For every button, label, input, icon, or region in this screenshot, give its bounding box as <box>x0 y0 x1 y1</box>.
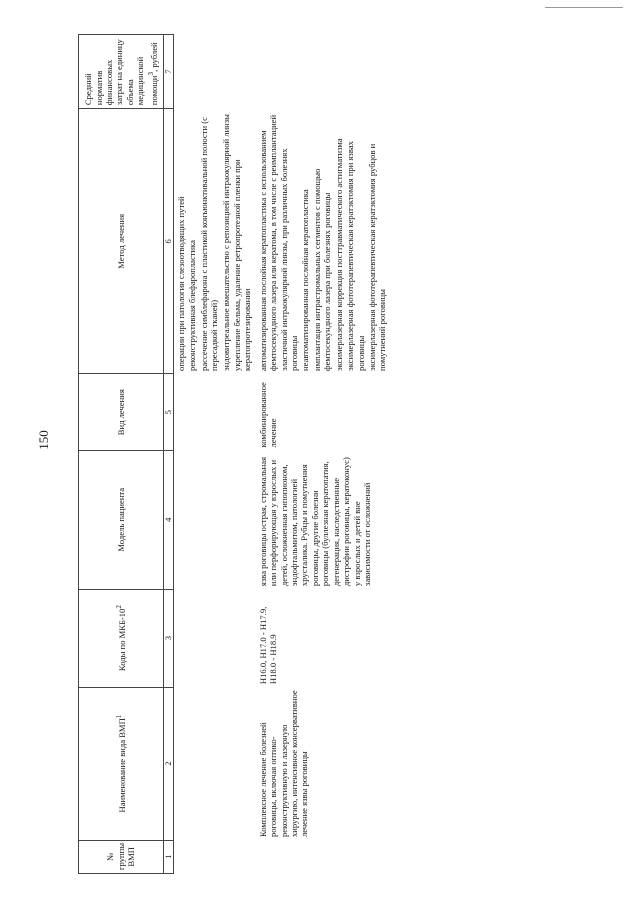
header-row <box>79 35 164 874</box>
header-cost <box>79 35 164 109</box>
method-item: автоматизированная послойная кератопластика с использованием фемтосекундного лазера или кератома, в том числе с реимплантацией эластичной интраокулярной линзы, при различных болезнях роговицы <box>257 114 300 371</box>
method-item: реконструктивная блефаропластика <box>187 240 198 371</box>
method-item: неавтоматизированная послойная кератопластика <box>300 189 311 371</box>
header-cost-text: Средний норматив финансовых затрат на единицу объема медицинской помощи <box>83 39 159 106</box>
type-cell-cont <box>174 374 256 450</box>
header-cost-tail: , рублей <box>148 42 159 72</box>
header-icd-codes-text: Коды по МКБ-10 <box>117 608 128 672</box>
group-cell-cont <box>174 840 256 873</box>
footnote-3: 3 <box>146 71 155 76</box>
cost-cell <box>256 35 391 109</box>
header-treatment-type <box>79 374 164 450</box>
method-item: эксимерлазерная фототерапевтическая кератэктомия при язвах роговицы <box>345 141 366 371</box>
vmp-name-cell: Комплексное лечение болезней роговицы, включая оптико-реконструктивную и лазерную хирургию, интенсивное консервативное лечение язвы роговицы <box>257 690 310 838</box>
column-number: 2 <box>164 687 174 840</box>
page-number: 150 <box>36 430 51 450</box>
method-item: рассечение симблефарона с пластикой конъюнктивальной полости (с пересадкой тканей) <box>198 117 220 371</box>
header-patient-model <box>79 450 164 589</box>
column-number: 5 <box>164 374 174 450</box>
continuation-row <box>174 35 256 874</box>
footnote-1: 1 <box>115 714 124 719</box>
header-group-number <box>79 840 164 873</box>
method-item: операции при патологии слезоотводящих путей <box>176 196 186 371</box>
treatment-method-cell <box>256 109 391 374</box>
name-cell-cont <box>174 687 256 840</box>
vmp-table <box>78 34 391 874</box>
patient-model-cell: язва роговицы острая, стромальная или перфорирующая у взрослых и детей, осложненная гипопионом, эндофтальмитом, патологией хрусталика. Рубцы и помутнения роговицы, другие болезни роговицы (буллезная кератопатия, дегенерация, наследственные дистрофии роговицы, кератоконус) у взрослых и детей вне зависимости от осложнений <box>257 456 372 587</box>
model-cell-cont <box>174 450 256 589</box>
group-number-cell <box>256 840 391 873</box>
column-number: 4 <box>164 450 174 589</box>
column-number-row <box>164 35 174 874</box>
method-item: эксимерлазерная коррекция посттравматического астигматизма <box>333 138 344 371</box>
method-item: имплантация интрастромальных сегментов с помощью фемтосекундного лазера при болезнях роговицы <box>311 168 333 371</box>
method-item: эндовитреальное вмешательство с репозицией интраокулярной линзы <box>220 114 231 371</box>
header-vmp-name <box>79 687 164 840</box>
column-number: 6 <box>164 109 174 374</box>
header-vmp-name-text: Наименование вида ВМП <box>117 718 128 813</box>
header-patient-model-text: Модель пациента <box>115 487 126 552</box>
column-number: 1 <box>164 840 174 873</box>
method-item: эксимерлазерная фототерапевтическая кератэктомия рубцов и помутнений роговицы <box>366 143 388 371</box>
footnote-2: 2 <box>115 605 124 609</box>
cost-cell-cont <box>174 35 256 109</box>
method-item: укрепление бельма, удаление ретропротезной пленки при кератопротезировании <box>232 159 253 371</box>
header-treatment-type-text: Вид лечения <box>115 389 126 436</box>
treatment-type-cell: комбинированное лечение <box>257 382 279 448</box>
header-group-number-text: № группы ВМП <box>105 843 137 870</box>
header-treatment-method <box>79 109 164 374</box>
icd-codes-cell: H16.0, H17.0 - H17.9, H18.0 - H18.9 <box>257 606 279 685</box>
rotated-table-wrapper <box>78 34 568 874</box>
methods-pre-cell <box>174 109 256 374</box>
header-treatment-method-text: Метод лечения <box>115 213 126 269</box>
header-icd-codes <box>79 589 164 687</box>
column-number: 3 <box>164 589 174 687</box>
column-number: 7 <box>164 35 174 109</box>
codes-cell-cont <box>174 589 256 687</box>
top-rule <box>545 7 623 8</box>
table-row <box>256 35 391 874</box>
